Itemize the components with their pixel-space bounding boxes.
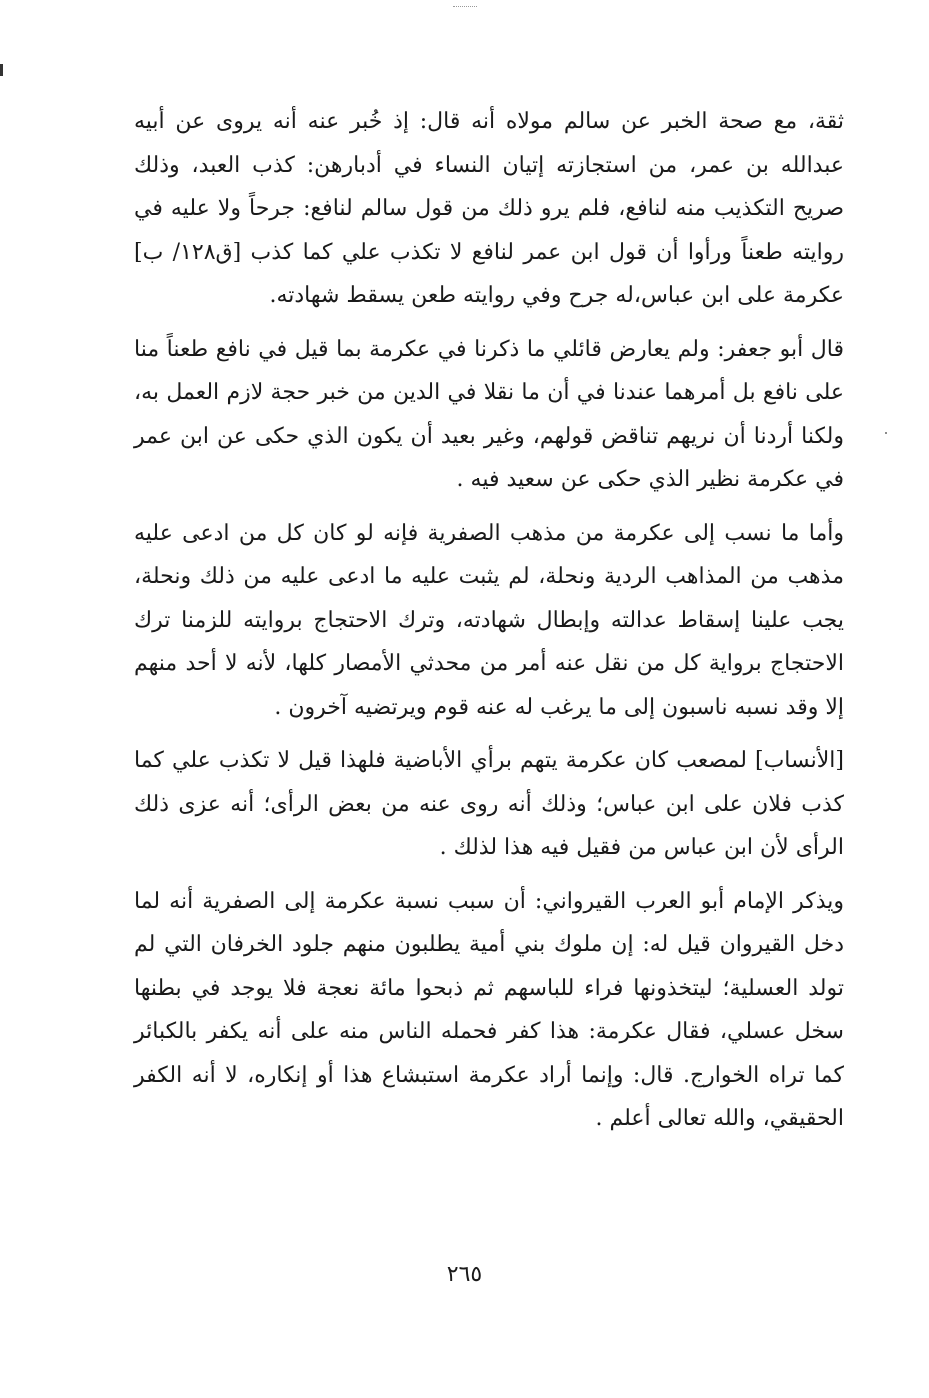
paragraph-4: [الأنساب] لمصعب كان عكرمة يتهم برأي الأباضية فلهذا قيل لا تكذب علي كما كذب فلان على ابن عباس؛ وذلك أنه روى عنه من بعض الرأى؛ أنه عزى ذلك الرأى لأن ابن عباس من فقيل فيه هذا لذلك . — [134, 748, 844, 860]
top-scan-mark — [453, 6, 477, 8]
body-text — [134, 100, 844, 1151]
margin-dot — [885, 432, 887, 434]
page-number: ٢٦٥ — [446, 1262, 483, 1287]
paragraph-5: ويذكر الإمام أبو العرب القيرواني: أن سبب نسبة عكرمة إلى الصفرية أنه لما دخل القيروان قيل له: إن ملوك بني أمية يطلبون منهم جلود الخرفان التي لم تولد العسلية؛ ليتخذونها فراء للباسهم ثم ذبحوا مائة نعجة فلا يوجد في بطنها سخل عسلي، فقال عكرمة: هذا كفر فحمله الناس منه على أنه يكفر بالكبائر كما تراه الخوارج. قال: وإنما أراد عكرمة استبشاع هذا أو إنكاره، لا أنه الكفر الحقيقي، والله تعالى أعلم . — [134, 888, 844, 1131]
paragraph-2: قال أبو جعفر: ولم يعارض قائلي ما ذكرنا في عكرمة بما قيل في نافع طعناً منا على نافع بل أمرهما عندنا في أن ما نقلا في الدين من خبر حجة لازم العمل به، ولكنا أردنا أن نريهم تناقض قولهم، وغير بعيد أن يكون الذي حكى عن ابن عمر في عكرمة نظير الذي حكى عن سعيد فيه . — [134, 336, 844, 492]
paragraph-1: ثقة، مع صحة الخبر عن سالم مولاه أنه قال: إذ خُبر عنه أنه يروى عن أبيه عبدالله بن عمر، من استجازته إتيان النساء في أدبارهن: كذب العبد، وذلك صريح التكذيب منه لنافع، فلم يرو ذلك من قول سالم لنافع: جرحاً ولا عليه في روايته طعناً ورأوا أن قول ابن عمر لنافع لا تكذب علي كما كذب [ق١٢٨/ ب] عكرمة على ابن عباس،له جرح وفي روايته طعن يسقط شهادته. — [134, 109, 844, 308]
left-edge-mark — [0, 64, 3, 76]
paragraph-3: وأما ما نسب إلى عكرمة من مذهب الصفرية فإنه لو كان كل من ادعى عليه مذهب من المذاهب الردية ونحلة، لم يثبت عليه ما ادعى عليه من ذلك ونحلة، يجب علينا إسقاط عدالته وإبطال شهادته، وترك الاحتجاج بروايته للزمنا ترك الاحتجاج برواية كل من نقل عنه أمر من محدثي الأمصار كلها، لأنه لا أحد منهم إلا وقد نسبه ناسبون إلى ما يرغب له عنه قوم ويرتضيه آخرون . — [134, 520, 844, 720]
